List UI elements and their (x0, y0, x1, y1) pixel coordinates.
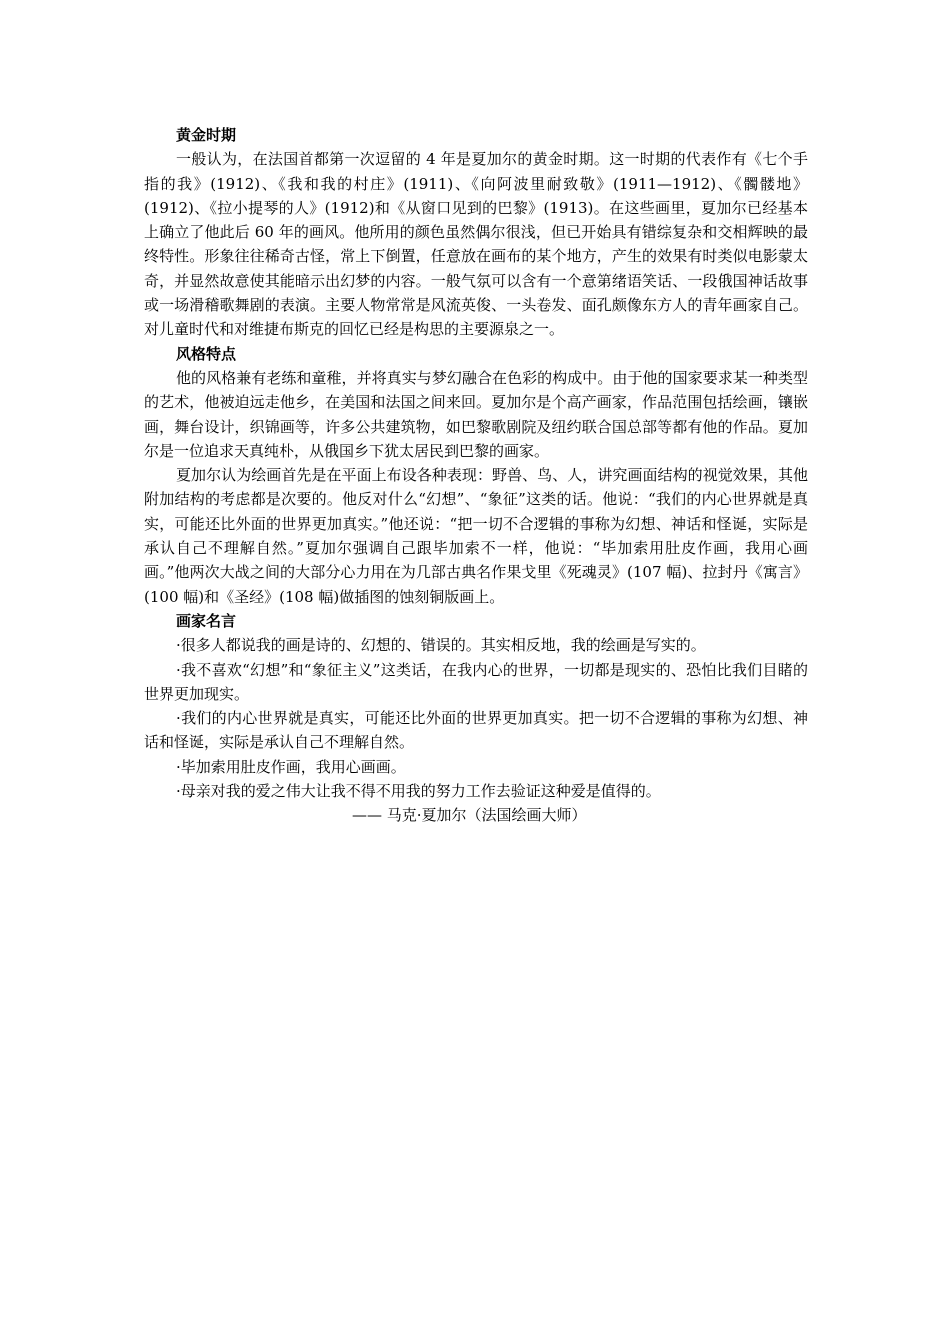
section-heading-golden-period: 黄金时期 (176, 126, 237, 144)
quote-item-4: ·毕加索用肚皮作画，我用心画画。 (176, 757, 406, 776)
style-paragraph-1: 他的风格兼有老练和童稚，并将真实与梦幻融合在色彩的构成中。由于他的国家要求某一种类型的艺术，他被迫远走他乡，在美国和法国之间来回。夏加尔是个高产画家，作品范围包括绘画，镶嵌画，舞台设计，织锦画等，许多公共建筑物，如巴黎歌剧院及纽约联合国总部等都有他的作品。夏加尔是一位追求天真纯朴，从俄国乡下犹太居民到巴黎的画家。 (144, 368, 808, 460)
section-heading-quotes: 画家名言 (176, 611, 237, 630)
quote-signature: —— 马克·夏加尔（法国绘画大师） (352, 806, 587, 825)
quote-item-2: ·我不喜欢“幻想”和“象征主义”这类话，在我内心的世界，一切都是现实的、恐怕比我们目睹的世界更加现实。 (144, 660, 808, 703)
document-page (144, 123, 808, 828)
quote-item-3: ·我们的内心世界就是真实，可能还比外面的世界更加真实。把一切不合逻辑的事称为幻想、神话和怪诞，实际是承认自己不理解自然。 (144, 709, 808, 752)
quote-item-1: ·很多人都说我的画是诗的、幻想的、错误的。其实相反地，我的绘画是写实的。 (176, 636, 706, 655)
golden-period-paragraph: 一般认为，在法国首都第一次逗留的 4 年是夏加尔的黄金时期。这一时期的代表作有《七个手指的我》(1912)、《我和我的村庄》(1911)、《向阿波里耐致敬》(1911—1912)、《髑髅地》(1912)、《拉小提琴的人》(1912)和《从窗口见到的巴黎》(1913)。在这些画里，夏加尔已经基本上确立了他此后 60 年的画风。他所用的颜色虽然偶尔很浅，但已开始具有错综复杂和交相辉映的最终特性。形象往往稀奇古怪，常上下倒置，任意放在画布的某个地方，产生的效果有时类似电影蒙太奇，并显然故意使其能暗示出幻梦的内容。一般气氛可以含有一个意第绪语笑话、一段俄国神话故事或一场滑稽歌舞剧的表演。主要人物常常是风流英俊、一头卷发、面孔颇像东方人的青年画家自己。对儿童时代和对维捷布斯克的回忆已经是构思的主要源泉之一。 (144, 150, 808, 339)
quote-item-5: ·母亲对我的爱之伟大让我不得不用我的努力工作去验证这种爱是值得的。 (176, 782, 661, 801)
section-heading-style: 风格特点 (176, 344, 237, 363)
style-paragraph-2: 夏加尔认为绘画首先是在平面上布设各种表现：野兽、鸟、人，讲究画面结构的视觉效果，其他附加结构的考虑都是次要的。他反对什么“幻想”、“象征”这类的话。他说：“我们的内心世界就是真实，可能还比外面的世界更加真实。”他还说：“把一切不合逻辑的事称为幻想、神话和怪诞，实际是承认自己不理解自然。”夏加尔强调自己跟毕加索不一样，他说：“毕加索用肚皮作画，我用心画画。”他两次大战之间的大部分心力用在为几部古典名作果戈里《死魂灵》(107 幅)、拉封丹《寓言》(100 幅)和《圣经》(108 幅)做插图的蚀刻铜版画上。 (144, 466, 808, 606)
